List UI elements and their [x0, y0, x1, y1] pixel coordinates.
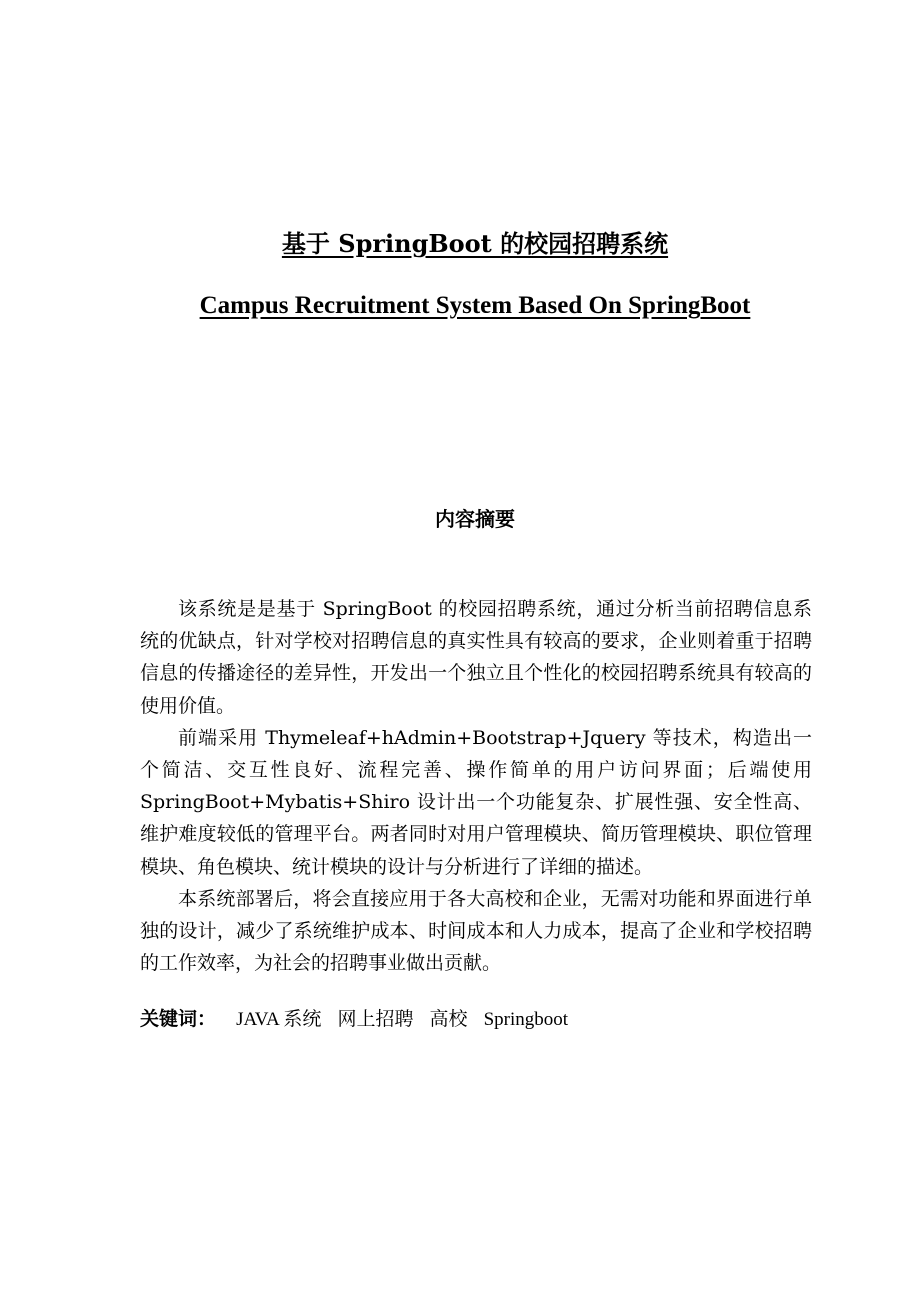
keyword: Springboot — [483, 1009, 569, 1030]
abstract-heading: 内容摘要 — [435, 507, 515, 531]
title-english: Campus Recruitment System Based On SpringBoot — [199, 292, 751, 319]
abstract-paragraph: 该系统是是基于 SpringBoot 的校园招聘系统，通过分析当前招聘信息系统的优缺点，针对学校对招聘信息的真实性具有较高的要求，企业则着重于招聘信息的传播途径的差异性，开发出一个独立且个性化的校园招聘系统具有较高的使用价值。 — [140, 598, 812, 717]
abstract-paragraph: 前端采用 Thymeleaf+hAdmin+Bootstrap+Jquery 等技术，构造出一个简洁、交互性良好、流程完善、操作简单的用户访问界面；后端使用 SpringBoot+Mybatis+Shiro 设计出一个功能复杂、扩展性强、安全性高、维护难度较低的管理平台。两者同时对用户管理模块、简历管理模块、职位管理模块、角色模块、统计模块的设计与分析进行了详细的描述。 — [140, 726, 812, 878]
abstract-paragraph: 本系统部署后，将会直接应用于各大高校和企业，无需对功能和界面进行单独的设计，减少了系统维护成本、时间成本和人力成本，提高了企业和学校招聘的工作效率，为社会的招聘事业做出贡献。 — [140, 887, 812, 975]
keyword: JAVA 系统 — [236, 1009, 322, 1030]
keyword: 网上招聘 — [337, 1009, 414, 1030]
title-chinese: 基于 SpringBoot 的校园招聘系统 — [281, 229, 669, 258]
keyword: 高校 — [429, 1009, 468, 1030]
abstract-body — [140, 593, 812, 979]
keywords-label: 关键词： — [140, 1008, 217, 1030]
keywords-line — [140, 1003, 812, 1036]
